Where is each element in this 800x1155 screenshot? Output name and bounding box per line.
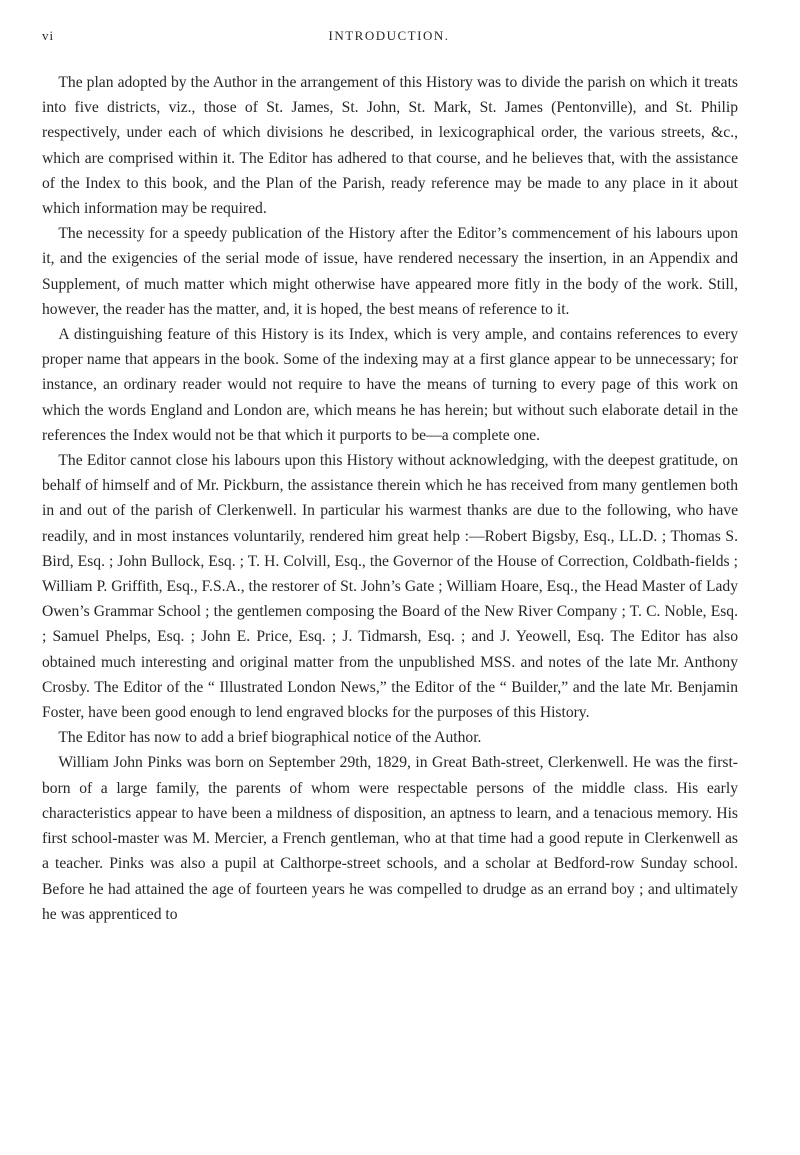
body-text bbox=[42, 70, 738, 927]
page-number: vi bbox=[42, 28, 55, 43]
running-title: INTRODUCTION. bbox=[328, 28, 450, 43]
page-header bbox=[42, 28, 736, 48]
paragraph-index: A distinguishing feature of this History is its Index, which is very ample, and contains references to every proper name that appears in the book. Some of the indexing may at a first glance appear to be unnecessary; for instance, an ordinary reader would not require to have the means of turning to every page of this work on which the words England and London are, which means he has herein; but without such elaborate detail in the references the Index would not be that which it purports to be—a complete one. bbox=[42, 326, 738, 444]
paragraph-biography-intro: The Editor has now to add a brief biographical notice of the Author. bbox=[58, 729, 482, 747]
paragraph-plan: The plan adopted by the Author in the arrangement of this History was to divide the parish on which it treats into five districts, viz., those of St. James, St. John, St. Mark, St. James (Pentonville), and St. Philip respectively, under each of which divisions he described, in lexicographical order, the various streets, &c., which are comprised within it. The Editor has adhered to that course, and he believes that, with the assistance of the Index to this book, and the Plan of the Parish, ready reference may be made to any place in it about which information may be required. bbox=[42, 74, 738, 218]
paragraph-biography: William John Pinks was born on September 29th, 1829, in Great Bath-street, Clerkenwell. He was the first-born of a large family, the parents of whom were respectable persons of the middle class. His early characteristics appear to have been a mildness of disposition, an aptness to learn, and a tenacious memory. His first school-master was M. Mercier, a French gentleman, who at that time had a good repute in Clerkenwell as a teacher. Pinks was also a pupil at Calthorpe-street schools, and a scholar at Bedford-row Sunday school. Before he had attained the age of fourteen years he was compelled to drudge as an errand boy ; and ultimately he was apprenticed to bbox=[42, 754, 738, 923]
paragraph-publication: The necessity for a speedy publication of the History after the Editor’s commencement of his labours upon it, and the exigencies of the serial mode of issue, have rendered necessary the insertion, in an Appendix and Supplement, of much matter which might otherwise have appeared more fitly in the body of the work. Still, however, the reader has the matter, and, it is hoped, the best means of reference to it. bbox=[42, 225, 738, 318]
paragraph-acknowledgements: The Editor cannot close his labours upon this History without acknowledging, with the deepest gratitude, on behalf of himself and of Mr. Pickburn, the assistance therein which he has received from many gentlemen both in and out of the parish of Clerkenwell. In particular his warmest thanks are due to the following, who have readily, and in most instances voluntarily, rendered him great help :—Robert Bigsby, Esq., LL.D. ; Thomas S. Bird, Esq. ; John Bullock, Esq. ; T. H. Colvill, Esq., the Governor of the House of Correction, Coldbath-fields ; William P. Griffith, Esq., F.S.A., the restorer of St. John’s Gate ; William Hoare, Esq., the Head Master of Lady Owen’s Grammar School ; the gentlemen composing the Board of the New River Company ; T. C. Noble, Esq. ; Samuel Phelps, Esq. ; John E. Price, Esq. ; J. Tidmarsh, Esq. ; and J. Yeowell, Esq. The Editor has also obtained much interesting and original matter from the unpublished MSS. and notes of the late Mr. Anthony Crosby. The Editor of the “ Illustrated London News,” the Editor of the “ Builder,” and the late Mr. Benjamin Foster, have been good enough to lend engraved blocks for the purposes of this History. bbox=[42, 452, 738, 722]
